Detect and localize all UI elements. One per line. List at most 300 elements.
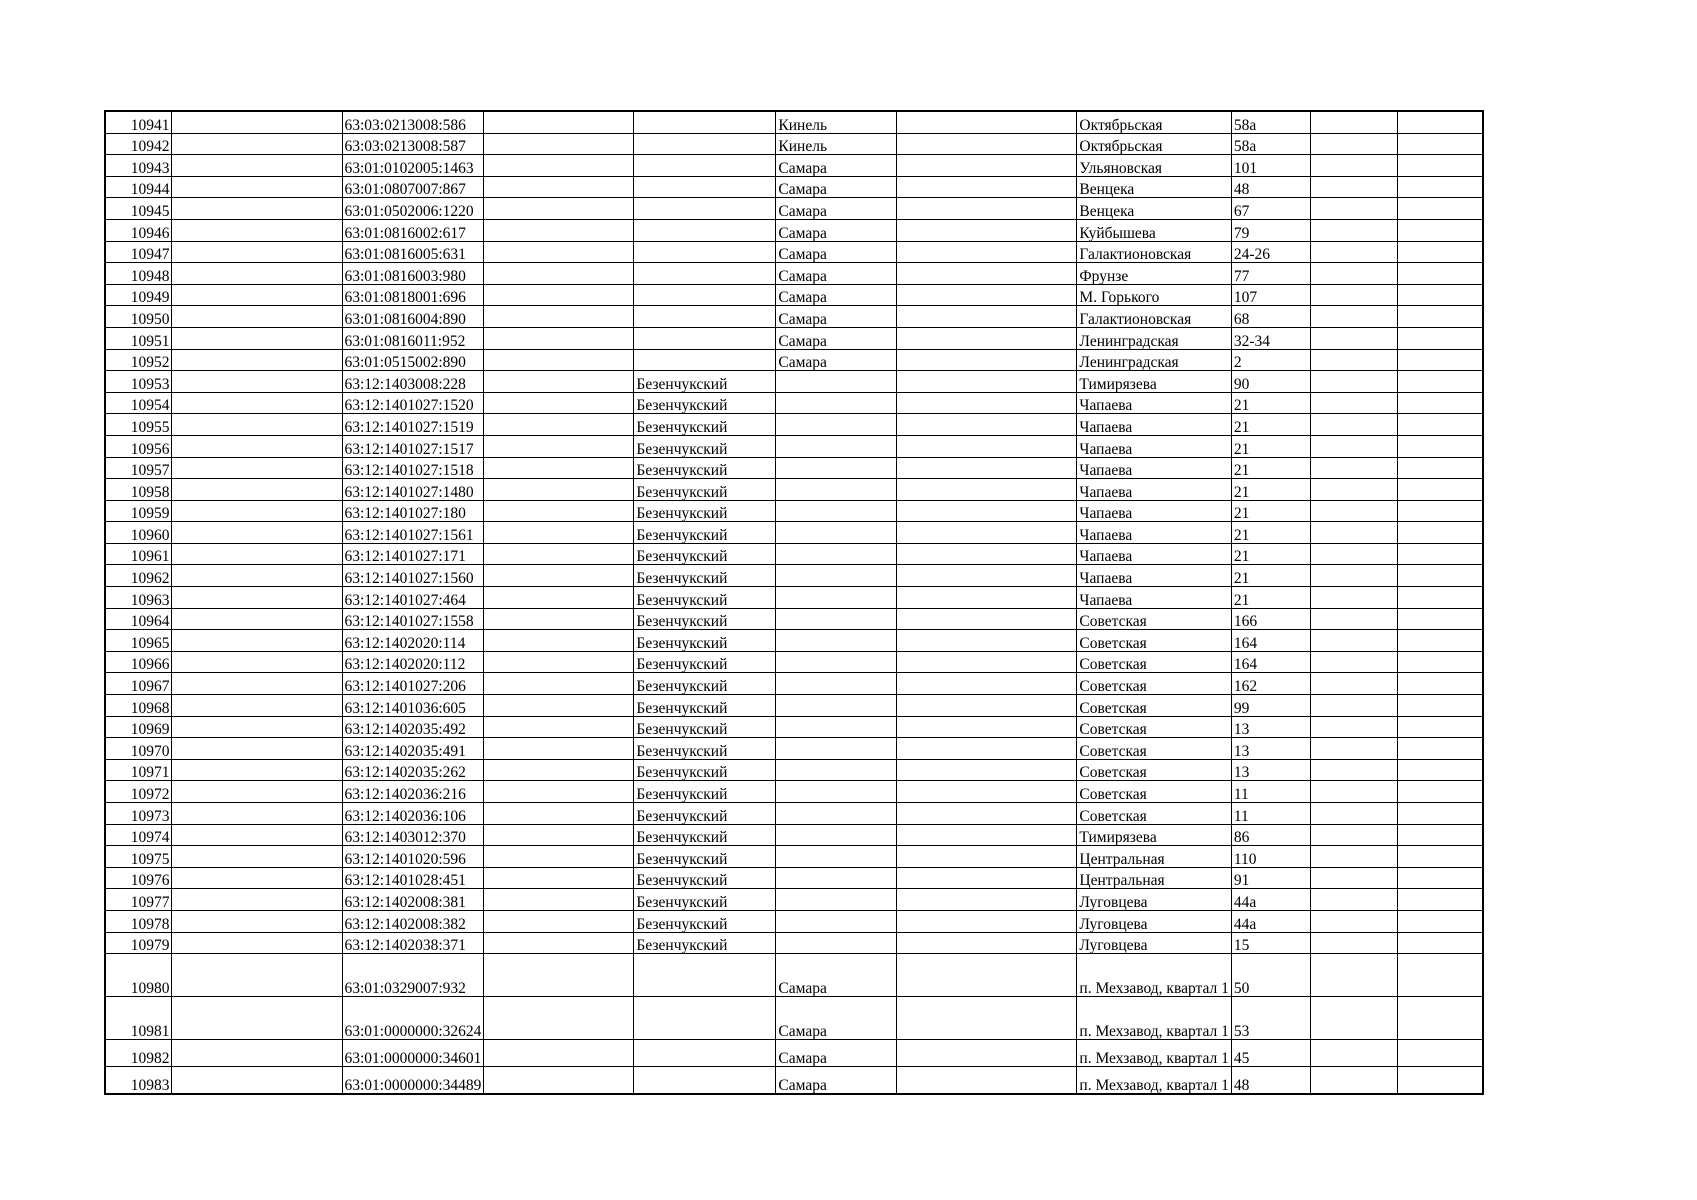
district-cell — [634, 176, 776, 198]
empty-cell — [897, 543, 1077, 565]
city-cell: Самара — [776, 198, 897, 220]
empty-cell — [171, 392, 342, 414]
cadastral-number-cell: 63:01:0807007:867 — [342, 176, 484, 198]
empty-cell — [1310, 219, 1397, 241]
empty-cell — [897, 910, 1077, 932]
table-row — [105, 565, 1483, 587]
empty-cell — [171, 371, 342, 393]
district-cell: Безенчукский — [634, 803, 776, 825]
cadastral-number-cell: 63:12:1402035:491 — [342, 738, 484, 760]
row-number-cell: 10981 — [105, 997, 171, 1040]
empty-cell — [1397, 587, 1483, 609]
district-cell: Безенчукский — [634, 522, 776, 544]
street-cell: Советская — [1077, 803, 1231, 825]
empty-cell — [171, 284, 342, 306]
empty-cell — [1397, 910, 1483, 932]
city-cell — [776, 889, 897, 911]
cadastral-number-cell: 63:01:0818001:696 — [342, 284, 484, 306]
empty-cell — [897, 198, 1077, 220]
empty-cell — [1397, 1040, 1483, 1067]
empty-cell — [171, 500, 342, 522]
empty-cell — [171, 241, 342, 263]
empty-cell — [1310, 241, 1397, 263]
city-cell — [776, 695, 897, 717]
city-cell: Самара — [776, 349, 897, 371]
empty-cell — [1310, 392, 1397, 414]
table-row — [105, 759, 1483, 781]
empty-cell — [1397, 479, 1483, 501]
city-cell — [776, 608, 897, 630]
empty-cell — [1310, 889, 1397, 911]
row-number-cell: 10954 — [105, 392, 171, 414]
row-number-cell: 10945 — [105, 198, 171, 220]
empty-cell — [1397, 198, 1483, 220]
table-row — [105, 241, 1483, 263]
district-cell: Безенчукский — [634, 846, 776, 868]
empty-cell — [171, 198, 342, 220]
house-number-cell: 79 — [1231, 219, 1310, 241]
empty-cell — [897, 263, 1077, 285]
table-row — [105, 738, 1483, 760]
empty-cell — [484, 155, 634, 177]
empty-cell — [484, 219, 634, 241]
house-number-cell: 101 — [1231, 155, 1310, 177]
house-number-cell: 45 — [1231, 1040, 1310, 1067]
empty-cell — [897, 651, 1077, 673]
table-row — [105, 932, 1483, 954]
empty-cell — [171, 176, 342, 198]
table-row — [105, 630, 1483, 652]
district-cell — [634, 219, 776, 241]
empty-cell — [1310, 457, 1397, 479]
empty-cell — [1397, 371, 1483, 393]
district-cell — [634, 133, 776, 155]
table-row — [105, 824, 1483, 846]
house-number-cell: 21 — [1231, 543, 1310, 565]
city-cell — [776, 371, 897, 393]
row-number-cell: 10949 — [105, 284, 171, 306]
row-number-cell: 10966 — [105, 651, 171, 673]
city-cell: Самара — [776, 219, 897, 241]
empty-cell — [484, 111, 634, 133]
street-cell: п. Мехзавод, квартал 1 — [1077, 954, 1231, 997]
district-cell — [634, 198, 776, 220]
street-cell: Советская — [1077, 781, 1231, 803]
empty-cell — [171, 219, 342, 241]
empty-cell — [171, 738, 342, 760]
street-cell: Чапаева — [1077, 392, 1231, 414]
empty-cell — [171, 910, 342, 932]
empty-cell — [897, 954, 1077, 997]
empty-cell — [171, 565, 342, 587]
row-number-cell: 10964 — [105, 608, 171, 630]
table-row — [105, 1067, 1483, 1095]
empty-cell — [484, 651, 634, 673]
empty-cell — [171, 867, 342, 889]
empty-cell — [1397, 565, 1483, 587]
district-cell — [634, 1040, 776, 1067]
empty-cell — [171, 457, 342, 479]
empty-cell — [897, 306, 1077, 328]
table-row — [105, 608, 1483, 630]
empty-cell — [171, 803, 342, 825]
street-cell: Чапаева — [1077, 414, 1231, 436]
empty-cell — [484, 587, 634, 609]
empty-cell — [1310, 608, 1397, 630]
empty-cell — [1310, 1040, 1397, 1067]
house-number-cell: 21 — [1231, 392, 1310, 414]
house-number-cell: 21 — [1231, 587, 1310, 609]
district-cell: Безенчукский — [634, 630, 776, 652]
empty-cell — [897, 716, 1077, 738]
city-cell — [776, 435, 897, 457]
street-cell: Центральная — [1077, 846, 1231, 868]
house-number-cell: 164 — [1231, 651, 1310, 673]
street-cell: Луговцева — [1077, 932, 1231, 954]
house-number-cell: 21 — [1231, 435, 1310, 457]
city-cell — [776, 910, 897, 932]
cadastral-number-cell: 63:03:0213008:587 — [342, 133, 484, 155]
empty-cell — [171, 435, 342, 457]
district-cell — [634, 284, 776, 306]
row-number-cell: 10963 — [105, 587, 171, 609]
house-number-cell: 50 — [1231, 954, 1310, 997]
house-number-cell: 53 — [1231, 997, 1310, 1040]
street-cell: Чапаева — [1077, 565, 1231, 587]
house-number-cell: 90 — [1231, 371, 1310, 393]
empty-cell — [897, 457, 1077, 479]
district-cell: Безенчукский — [634, 716, 776, 738]
district-cell: Безенчукский — [634, 910, 776, 932]
street-cell: Куйбышева — [1077, 219, 1231, 241]
empty-cell — [897, 738, 1077, 760]
empty-cell — [1397, 997, 1483, 1040]
street-cell: Советская — [1077, 651, 1231, 673]
empty-cell — [171, 824, 342, 846]
register-table — [104, 110, 1484, 1095]
street-cell: Советская — [1077, 630, 1231, 652]
city-cell — [776, 781, 897, 803]
cadastral-number-cell: 63:12:1402035:492 — [342, 716, 484, 738]
house-number-cell: 24-26 — [1231, 241, 1310, 263]
city-cell — [776, 565, 897, 587]
row-number-cell: 10969 — [105, 716, 171, 738]
cadastral-number-cell: 63:01:0816004:890 — [342, 306, 484, 328]
city-cell — [776, 522, 897, 544]
city-cell — [776, 846, 897, 868]
street-cell: п. Мехзавод, квартал 1 — [1077, 1040, 1231, 1067]
table-row — [105, 889, 1483, 911]
empty-cell — [1397, 133, 1483, 155]
empty-cell — [897, 889, 1077, 911]
empty-cell — [1310, 263, 1397, 285]
empty-cell — [897, 997, 1077, 1040]
empty-cell — [484, 133, 634, 155]
empty-cell — [897, 824, 1077, 846]
city-cell: Самара — [776, 327, 897, 349]
empty-cell — [897, 565, 1077, 587]
empty-cell — [1310, 673, 1397, 695]
empty-cell — [1310, 781, 1397, 803]
empty-cell — [897, 1040, 1077, 1067]
empty-cell — [897, 608, 1077, 630]
cadastral-number-cell: 63:03:0213008:586 — [342, 111, 484, 133]
house-number-cell: 21 — [1231, 414, 1310, 436]
cadastral-number-cell: 63:12:1401027:1480 — [342, 479, 484, 501]
street-cell: Фрунзе — [1077, 263, 1231, 285]
empty-cell — [1397, 738, 1483, 760]
street-cell: Чапаева — [1077, 435, 1231, 457]
empty-cell — [1310, 327, 1397, 349]
empty-cell — [484, 1040, 634, 1067]
row-number-cell: 10944 — [105, 176, 171, 198]
table-row — [105, 1040, 1483, 1067]
empty-cell — [171, 133, 342, 155]
row-number-cell: 10958 — [105, 479, 171, 501]
house-number-cell: 48 — [1231, 1067, 1310, 1095]
empty-cell — [484, 997, 634, 1040]
empty-cell — [1397, 543, 1483, 565]
empty-cell — [171, 522, 342, 544]
cadastral-number-cell: 63:01:0102005:1463 — [342, 155, 484, 177]
empty-cell — [1397, 695, 1483, 717]
empty-cell — [897, 867, 1077, 889]
empty-cell — [171, 111, 342, 133]
street-cell: Чапаева — [1077, 543, 1231, 565]
district-cell — [634, 997, 776, 1040]
cadastral-number-cell: 63:01:0329007:932 — [342, 954, 484, 997]
empty-cell — [1310, 824, 1397, 846]
empty-cell — [897, 932, 1077, 954]
street-cell: Октябрьская — [1077, 133, 1231, 155]
district-cell: Безенчукский — [634, 392, 776, 414]
empty-cell — [1310, 932, 1397, 954]
empty-cell — [1310, 176, 1397, 198]
empty-cell — [484, 435, 634, 457]
district-cell: Безенчукский — [634, 435, 776, 457]
house-number-cell: 110 — [1231, 846, 1310, 868]
empty-cell — [897, 371, 1077, 393]
street-cell: Луговцева — [1077, 910, 1231, 932]
empty-cell — [171, 716, 342, 738]
cadastral-number-cell: 63:12:1402020:112 — [342, 651, 484, 673]
district-cell — [634, 111, 776, 133]
house-number-cell: 21 — [1231, 565, 1310, 587]
city-cell — [776, 392, 897, 414]
empty-cell — [897, 522, 1077, 544]
street-cell: Венцека — [1077, 198, 1231, 220]
cadastral-number-cell: 63:01:0816003:980 — [342, 263, 484, 285]
table-row — [105, 155, 1483, 177]
empty-cell — [484, 824, 634, 846]
empty-cell — [897, 500, 1077, 522]
table-row — [105, 522, 1483, 544]
empty-cell — [1310, 133, 1397, 155]
empty-cell — [1397, 349, 1483, 371]
cadastral-number-cell: 63:12:1401027:1560 — [342, 565, 484, 587]
empty-cell — [484, 695, 634, 717]
empty-cell — [1397, 932, 1483, 954]
city-cell — [776, 651, 897, 673]
row-number-cell: 10953 — [105, 371, 171, 393]
city-cell: Самара — [776, 997, 897, 1040]
row-number-cell: 10977 — [105, 889, 171, 911]
empty-cell — [171, 954, 342, 997]
empty-cell — [171, 1067, 342, 1095]
empty-cell — [897, 630, 1077, 652]
empty-cell — [1310, 846, 1397, 868]
row-number-cell: 10947 — [105, 241, 171, 263]
house-number-cell: 166 — [1231, 608, 1310, 630]
empty-cell — [897, 414, 1077, 436]
empty-cell — [484, 716, 634, 738]
district-cell: Безенчукский — [634, 587, 776, 609]
cadastral-number-cell: 63:01:0816005:631 — [342, 241, 484, 263]
row-number-cell: 10974 — [105, 824, 171, 846]
table-row — [105, 327, 1483, 349]
table-row — [105, 371, 1483, 393]
empty-cell — [1310, 565, 1397, 587]
cadastral-number-cell: 63:12:1402020:114 — [342, 630, 484, 652]
row-number-cell: 10951 — [105, 327, 171, 349]
empty-cell — [1310, 435, 1397, 457]
row-number-cell: 10960 — [105, 522, 171, 544]
empty-cell — [484, 327, 634, 349]
street-cell: Чапаева — [1077, 457, 1231, 479]
empty-cell — [1397, 954, 1483, 997]
street-cell: Чапаева — [1077, 522, 1231, 544]
row-number-cell: 10962 — [105, 565, 171, 587]
row-number-cell: 10952 — [105, 349, 171, 371]
street-cell: п. Мехзавод, квартал 1 — [1077, 997, 1231, 1040]
district-cell: Безенчукский — [634, 479, 776, 501]
empty-cell — [1397, 111, 1483, 133]
house-number-cell: 11 — [1231, 781, 1310, 803]
city-cell: Самара — [776, 1067, 897, 1095]
empty-cell — [1310, 111, 1397, 133]
empty-cell — [484, 543, 634, 565]
house-number-cell: 91 — [1231, 867, 1310, 889]
cadastral-number-cell: 63:01:0000000:32624 — [342, 997, 484, 1040]
empty-cell — [897, 284, 1077, 306]
street-cell: Чапаева — [1077, 587, 1231, 609]
empty-cell — [484, 522, 634, 544]
row-number-cell: 10983 — [105, 1067, 171, 1095]
row-number-cell: 10976 — [105, 867, 171, 889]
table-row — [105, 716, 1483, 738]
city-cell: Самара — [776, 263, 897, 285]
street-cell: п. Мехзавод, квартал 1 — [1077, 1067, 1231, 1095]
empty-cell — [1397, 306, 1483, 328]
row-number-cell: 10943 — [105, 155, 171, 177]
street-cell: Советская — [1077, 608, 1231, 630]
empty-cell — [1310, 284, 1397, 306]
empty-cell — [1397, 414, 1483, 436]
city-cell — [776, 587, 897, 609]
empty-cell — [171, 1040, 342, 1067]
table-row — [105, 306, 1483, 328]
table-row — [105, 219, 1483, 241]
cadastral-number-cell: 63:12:1402036:216 — [342, 781, 484, 803]
district-cell — [634, 155, 776, 177]
house-number-cell: 21 — [1231, 479, 1310, 501]
empty-cell — [1310, 479, 1397, 501]
row-number-cell: 10965 — [105, 630, 171, 652]
district-cell: Безенчукский — [634, 889, 776, 911]
empty-cell — [897, 349, 1077, 371]
empty-cell — [1310, 738, 1397, 760]
empty-cell — [1310, 1067, 1397, 1095]
cadastral-number-cell: 63:12:1402008:381 — [342, 889, 484, 911]
city-cell: Самара — [776, 1040, 897, 1067]
empty-cell — [897, 392, 1077, 414]
empty-cell — [484, 392, 634, 414]
empty-cell — [1397, 846, 1483, 868]
district-cell: Безенчукский — [634, 781, 776, 803]
city-cell: Кинель — [776, 111, 897, 133]
empty-cell — [1397, 673, 1483, 695]
city-cell — [776, 500, 897, 522]
city-cell — [776, 803, 897, 825]
empty-cell — [1310, 630, 1397, 652]
empty-cell — [484, 867, 634, 889]
district-cell: Безенчукский — [634, 738, 776, 760]
empty-cell — [484, 500, 634, 522]
house-number-cell: 99 — [1231, 695, 1310, 717]
table-row — [105, 198, 1483, 220]
empty-cell — [1310, 867, 1397, 889]
cadastral-number-cell: 63:12:1401036:605 — [342, 695, 484, 717]
empty-cell — [1310, 910, 1397, 932]
table-row — [105, 263, 1483, 285]
street-cell: Ленинградская — [1077, 349, 1231, 371]
house-number-cell: 67 — [1231, 198, 1310, 220]
district-cell — [634, 263, 776, 285]
row-number-cell: 10973 — [105, 803, 171, 825]
empty-cell — [171, 349, 342, 371]
empty-cell — [897, 587, 1077, 609]
empty-cell — [897, 803, 1077, 825]
row-number-cell: 10978 — [105, 910, 171, 932]
empty-cell — [171, 327, 342, 349]
empty-cell — [171, 673, 342, 695]
empty-cell — [897, 241, 1077, 263]
city-cell — [776, 414, 897, 436]
empty-cell — [484, 198, 634, 220]
city-cell: Кинель — [776, 133, 897, 155]
empty-cell — [171, 543, 342, 565]
empty-cell — [171, 846, 342, 868]
row-number-cell: 10968 — [105, 695, 171, 717]
empty-cell — [1310, 414, 1397, 436]
table-row — [105, 587, 1483, 609]
empty-cell — [171, 263, 342, 285]
row-number-cell: 10982 — [105, 1040, 171, 1067]
empty-cell — [1397, 651, 1483, 673]
row-number-cell: 10967 — [105, 673, 171, 695]
city-cell — [776, 479, 897, 501]
city-cell — [776, 932, 897, 954]
empty-cell — [171, 479, 342, 501]
district-cell — [634, 1067, 776, 1095]
street-cell: Чапаева — [1077, 500, 1231, 522]
empty-cell — [484, 759, 634, 781]
cadastral-number-cell: 63:01:0816002:617 — [342, 219, 484, 241]
district-cell: Безенчукский — [634, 457, 776, 479]
table-row — [105, 997, 1483, 1040]
table-row — [105, 781, 1483, 803]
city-cell: Самара — [776, 155, 897, 177]
